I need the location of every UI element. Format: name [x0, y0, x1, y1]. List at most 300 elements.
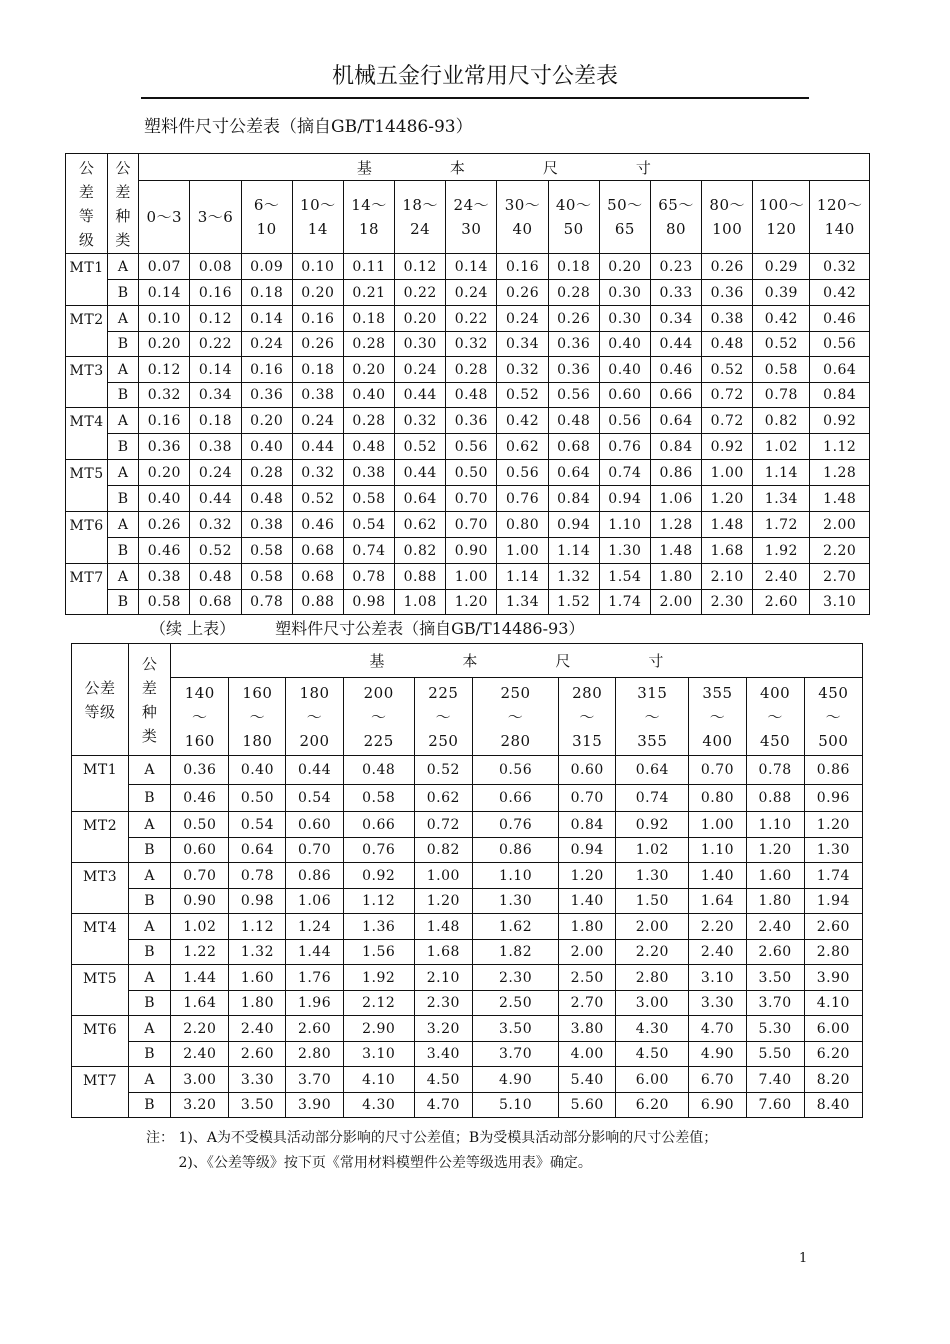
- range-part: 450: [760, 731, 791, 750]
- range-part: 250: [428, 731, 459, 750]
- grade-cell: MT4: [66, 408, 108, 460]
- value-cell: 0.56: [810, 332, 870, 357]
- value-cell: 4.30: [343, 1093, 414, 1118]
- range-part: 100～: [758, 196, 805, 214]
- value-cell: 0.38: [292, 383, 343, 408]
- table-row: [66, 564, 870, 590]
- grade-cell: MT1: [72, 756, 129, 812]
- value-cell: 0.32: [292, 460, 343, 486]
- value-cell: 4.50: [616, 1042, 689, 1067]
- value-cell: 0.30: [395, 332, 446, 357]
- value-cell: 0.44: [292, 434, 343, 460]
- tolerance-table-1: [65, 153, 870, 615]
- value-cell: 4.50: [414, 1067, 472, 1093]
- range-part: 18: [358, 220, 380, 238]
- value-cell: 0.16: [241, 357, 292, 383]
- value-cell: 0.08: [190, 254, 241, 280]
- grade-cell: MT5: [72, 965, 129, 1016]
- value-cell: 0.23: [650, 254, 701, 280]
- range-part: 80: [665, 220, 687, 238]
- range-part: 200: [363, 683, 394, 702]
- value-cell: 0.82: [414, 838, 472, 863]
- value-cell: 0.12: [190, 306, 241, 332]
- value-cell: 0.24: [190, 460, 241, 486]
- value-cell: 0.10: [139, 306, 190, 332]
- value-cell: 0.58: [139, 590, 190, 615]
- value-cell: 0.68: [190, 590, 241, 615]
- value-cell: 0.24: [395, 357, 446, 383]
- value-cell: 0.34: [190, 383, 241, 408]
- range-part: ～: [507, 707, 524, 726]
- range-row: [66, 181, 870, 254]
- range-header: [804, 678, 862, 756]
- value-cell: 2.20: [171, 1016, 229, 1042]
- value-cell: 1.32: [548, 564, 599, 590]
- value-cell: 1.02: [753, 434, 810, 460]
- value-cell: 0.58: [753, 357, 810, 383]
- value-cell: 1.74: [804, 863, 862, 889]
- value-cell: 0.20: [292, 280, 343, 306]
- value-cell: 0.22: [395, 280, 446, 306]
- value-cell: 1.54: [599, 564, 650, 590]
- header-grade: [66, 154, 108, 254]
- value-cell: 1.20: [559, 863, 616, 889]
- value-cell: 0.92: [343, 863, 414, 889]
- value-cell: 0.33: [650, 280, 701, 306]
- value-cell: 1.60: [229, 965, 286, 991]
- range-part: 180: [299, 683, 330, 702]
- header-grade-char: 级: [78, 230, 95, 249]
- value-cell: 2.20: [689, 914, 746, 940]
- value-cell: 0.22: [446, 306, 497, 332]
- range-part: 400: [702, 731, 733, 750]
- value-cell: 2.40: [689, 940, 746, 965]
- value-cell: 0.64: [810, 357, 870, 383]
- value-cell: 0.20: [139, 460, 190, 486]
- range-row: [72, 678, 863, 756]
- value-cell: 0.28: [343, 332, 394, 357]
- range-part: ～: [644, 707, 661, 726]
- value-cell: 1.96: [286, 991, 343, 1016]
- header-type: [129, 644, 171, 756]
- value-cell: 0.94: [559, 838, 616, 863]
- value-cell: 1.14: [497, 564, 548, 590]
- value-cell: 0.18: [343, 306, 394, 332]
- value-cell: 1.32: [229, 940, 286, 965]
- value-cell: 2.70: [810, 564, 870, 590]
- value-cell: 0.26: [702, 254, 753, 280]
- range-header: [616, 678, 689, 756]
- value-cell: 0.26: [497, 280, 548, 306]
- value-cell: 6.00: [616, 1067, 689, 1093]
- range-part: 50: [563, 220, 584, 238]
- value-cell: 0.28: [343, 408, 394, 434]
- range-part: 24～: [453, 196, 490, 214]
- value-cell: 0.14: [446, 254, 497, 280]
- value-cell: 5.60: [559, 1093, 616, 1118]
- value-cell: 0.92: [810, 408, 870, 434]
- value-cell: 6.20: [804, 1042, 862, 1067]
- value-cell: 0.12: [139, 357, 190, 383]
- value-cell: 3.50: [746, 965, 804, 991]
- range-part: 0～3: [146, 208, 183, 226]
- value-cell: 7.60: [746, 1093, 804, 1118]
- value-cell: 7.40: [746, 1067, 804, 1093]
- range-part: ～: [249, 707, 266, 726]
- table-row: [66, 512, 870, 538]
- value-cell: 0.32: [810, 254, 870, 280]
- value-cell: 0.10: [292, 254, 343, 280]
- grade-cell: MT1: [66, 254, 108, 306]
- value-cell: 1.80: [650, 564, 701, 590]
- value-cell: 0.14: [139, 280, 190, 306]
- value-cell: 0.52: [190, 538, 241, 564]
- value-cell: 0.78: [746, 756, 804, 785]
- page-number: 1: [799, 1251, 808, 1266]
- value-cell: 0.39: [753, 280, 810, 306]
- header-grade: [72, 644, 129, 756]
- value-cell: 1.74: [599, 590, 650, 615]
- range-header: [810, 181, 870, 254]
- grade-cell: MT7: [72, 1067, 129, 1118]
- range-header: [446, 181, 497, 254]
- value-cell: 0.30: [599, 280, 650, 306]
- value-cell: 0.86: [472, 838, 558, 863]
- value-cell: 0.72: [414, 812, 472, 838]
- table-row: [72, 965, 863, 991]
- value-cell: 2.20: [810, 538, 870, 564]
- header-type-char: 公: [115, 158, 131, 177]
- value-cell: 0.58: [343, 785, 414, 812]
- value-cell: 1.20: [446, 590, 497, 615]
- range-part: 180: [242, 731, 273, 750]
- range-header: [292, 181, 343, 254]
- value-cell: 1.80: [559, 914, 616, 940]
- value-cell: 1.72: [753, 512, 810, 538]
- type-cell: A: [108, 306, 139, 332]
- range-part: ～: [579, 707, 595, 726]
- value-cell: 1.06: [286, 889, 343, 914]
- value-cell: 2.00: [616, 914, 689, 940]
- value-cell: 0.94: [599, 486, 650, 512]
- range-header: [139, 181, 190, 254]
- value-cell: 0.48: [241, 486, 292, 512]
- value-cell: 1.02: [616, 838, 689, 863]
- value-cell: 1.92: [343, 965, 414, 991]
- value-cell: 0.64: [548, 460, 599, 486]
- value-cell: 3.90: [804, 965, 862, 991]
- table-row: [72, 1093, 863, 1118]
- value-cell: 0.46: [292, 512, 343, 538]
- range-part: 450: [818, 683, 849, 702]
- value-cell: 1.76: [286, 965, 343, 991]
- table-row: [66, 434, 870, 460]
- value-cell: 1.28: [810, 460, 870, 486]
- value-cell: 0.28: [446, 357, 497, 383]
- tolerance-table-2: [71, 643, 863, 1118]
- value-cell: 0.70: [286, 838, 343, 863]
- value-cell: 0.44: [190, 486, 241, 512]
- value-cell: 1.36: [343, 914, 414, 940]
- value-cell: 3.20: [171, 1093, 229, 1118]
- header-type: [108, 154, 139, 254]
- grade-cell: MT3: [72, 863, 129, 914]
- range-part: 200: [299, 731, 330, 750]
- value-cell: 0.88: [395, 564, 446, 590]
- value-cell: 2.30: [414, 991, 472, 1016]
- value-cell: 4.30: [616, 1016, 689, 1042]
- value-cell: 1.10: [599, 512, 650, 538]
- value-cell: 0.36: [139, 434, 190, 460]
- value-cell: 0.40: [241, 434, 292, 460]
- value-cell: 2.60: [746, 940, 804, 965]
- range-header: [241, 181, 292, 254]
- value-cell: 2.40: [746, 914, 804, 940]
- type-cell: B: [108, 538, 139, 564]
- value-cell: 0.90: [446, 538, 497, 564]
- range-header: [599, 181, 650, 254]
- range-part: 280: [572, 683, 603, 702]
- value-cell: 0.70: [559, 785, 616, 812]
- table-row: [66, 306, 870, 332]
- table-row: [66, 254, 870, 280]
- value-cell: 0.34: [497, 332, 548, 357]
- value-cell: 2.40: [753, 564, 810, 590]
- value-cell: 1.56: [343, 940, 414, 965]
- value-cell: 0.70: [446, 512, 497, 538]
- table-row: [66, 486, 870, 512]
- value-cell: 2.10: [414, 965, 472, 991]
- header-grade-char: 公: [78, 158, 95, 177]
- value-cell: 0.80: [689, 785, 746, 812]
- value-cell: 0.50: [229, 785, 286, 812]
- value-cell: 1.24: [286, 914, 343, 940]
- value-cell: 0.60: [559, 756, 616, 785]
- value-cell: 1.48: [702, 512, 753, 538]
- value-cell: 0.58: [241, 564, 292, 590]
- range-part: 280: [500, 731, 531, 750]
- range-part: ～: [306, 707, 323, 726]
- value-cell: 0.20: [395, 306, 446, 332]
- value-cell: 1.06: [650, 486, 701, 512]
- value-cell: 0.46: [650, 357, 701, 383]
- range-header: [343, 678, 414, 756]
- value-cell: 1.14: [548, 538, 599, 564]
- value-cell: 1.08: [395, 590, 446, 615]
- range-part: 80～: [709, 196, 745, 214]
- type-cell: B: [129, 1042, 171, 1067]
- header-type-char: 种: [141, 702, 158, 721]
- range-part: 14: [307, 220, 328, 238]
- note-1: 注： 1)、A为不受模具活动部分影响的尺寸公差值；B为受模具活动部分影响的尺寸公差值；: [146, 1130, 718, 1146]
- range-part: 30: [461, 220, 482, 238]
- value-cell: 0.44: [395, 383, 446, 408]
- range-header: [497, 181, 548, 254]
- type-cell: B: [108, 486, 139, 512]
- range-header: [702, 181, 753, 254]
- value-cell: 0.62: [395, 512, 446, 538]
- range-header: [343, 181, 394, 254]
- value-cell: 0.54: [229, 812, 286, 838]
- range-header: [689, 678, 746, 756]
- value-cell: 0.36: [241, 383, 292, 408]
- value-cell: 0.66: [472, 785, 558, 812]
- value-cell: 3.30: [689, 991, 746, 1016]
- value-cell: 0.84: [548, 486, 599, 512]
- value-cell: 1.12: [229, 914, 286, 940]
- table-row: [72, 991, 863, 1016]
- value-cell: 0.24: [446, 280, 497, 306]
- table-row: [72, 838, 863, 863]
- value-cell: 1.82: [472, 940, 558, 965]
- value-cell: 1.50: [616, 889, 689, 914]
- value-cell: 0.64: [650, 408, 701, 434]
- value-cell: 0.52: [292, 486, 343, 512]
- value-cell: 0.40: [229, 756, 286, 785]
- type-cell: A: [129, 756, 171, 785]
- value-cell: 1.10: [746, 812, 804, 838]
- value-cell: 0.76: [599, 434, 650, 460]
- value-cell: 0.60: [599, 383, 650, 408]
- range-part: 500: [818, 731, 849, 750]
- value-cell: 2.30: [702, 590, 753, 615]
- value-cell: 2.40: [171, 1042, 229, 1067]
- value-cell: 0.86: [804, 756, 862, 785]
- value-cell: 0.09: [241, 254, 292, 280]
- range-part: ～: [709, 707, 726, 726]
- value-cell: 4.70: [414, 1093, 472, 1118]
- range-part: 3～6: [197, 208, 234, 226]
- header-grade-char: 等级: [84, 702, 116, 721]
- value-cell: 2.30: [472, 965, 558, 991]
- type-cell: B: [108, 590, 139, 615]
- range-part: 140: [184, 683, 215, 702]
- value-cell: 0.38: [343, 460, 394, 486]
- document-title: 机械五金行业常用尺寸公差表: [331, 64, 618, 89]
- range-part: 120～: [816, 196, 863, 214]
- value-cell: 1.00: [446, 564, 497, 590]
- value-cell: 1.12: [343, 889, 414, 914]
- notes: [146, 1126, 717, 1176]
- value-cell: 2.50: [472, 991, 558, 1016]
- type-cell: A: [129, 914, 171, 940]
- value-cell: 5.10: [472, 1093, 558, 1118]
- value-cell: 0.18: [292, 357, 343, 383]
- value-cell: 0.70: [446, 486, 497, 512]
- value-cell: 1.00: [702, 460, 753, 486]
- value-cell: 3.80: [559, 1016, 616, 1042]
- value-cell: 2.40: [229, 1016, 286, 1042]
- value-cell: 1.20: [702, 486, 753, 512]
- range-header: [190, 181, 241, 254]
- type-cell: A: [108, 408, 139, 434]
- header-type-char: 种: [115, 206, 131, 225]
- value-cell: 0.24: [292, 408, 343, 434]
- value-cell: 1.44: [286, 940, 343, 965]
- range-part: 225: [363, 731, 394, 750]
- value-cell: 0.88: [292, 590, 343, 615]
- title-underline: [141, 97, 809, 99]
- type-cell: A: [108, 564, 139, 590]
- value-cell: 1.30: [472, 889, 558, 914]
- value-cell: 2.00: [650, 590, 701, 615]
- value-cell: 0.22: [190, 332, 241, 357]
- value-cell: 0.16: [190, 280, 241, 306]
- value-cell: 1.52: [548, 590, 599, 615]
- value-cell: 0.74: [343, 538, 394, 564]
- value-cell: 0.18: [190, 408, 241, 434]
- value-cell: 0.92: [702, 434, 753, 460]
- value-cell: 0.84: [810, 383, 870, 408]
- range-part: 100: [712, 220, 743, 238]
- value-cell: 1.14: [753, 460, 810, 486]
- table-row: [72, 940, 863, 965]
- value-cell: 3.90: [286, 1093, 343, 1118]
- value-cell: 3.10: [689, 965, 746, 991]
- value-cell: 2.60: [286, 1016, 343, 1042]
- value-cell: 1.12: [810, 434, 870, 460]
- value-cell: 0.66: [650, 383, 701, 408]
- value-cell: 0.32: [139, 383, 190, 408]
- header-type-char: 类: [115, 230, 131, 249]
- range-header: [472, 678, 558, 756]
- table-row: [66, 383, 870, 408]
- value-cell: 0.64: [229, 838, 286, 863]
- value-cell: 5.40: [559, 1067, 616, 1093]
- value-cell: 6.20: [616, 1093, 689, 1118]
- header-row: [66, 154, 870, 181]
- value-cell: 2.60: [804, 914, 862, 940]
- table-row: [66, 408, 870, 434]
- value-cell: 3.10: [343, 1042, 414, 1067]
- value-cell: 0.54: [286, 785, 343, 812]
- value-cell: 0.30: [599, 306, 650, 332]
- value-cell: 0.36: [702, 280, 753, 306]
- range-part: 50～: [607, 196, 643, 214]
- value-cell: 0.28: [241, 460, 292, 486]
- value-cell: 1.68: [702, 538, 753, 564]
- value-cell: 0.68: [548, 434, 599, 460]
- value-cell: 0.20: [343, 357, 394, 383]
- table-row: [72, 1016, 863, 1042]
- value-cell: 2.20: [616, 940, 689, 965]
- value-cell: 0.56: [472, 756, 558, 785]
- value-cell: 1.64: [689, 889, 746, 914]
- grade-cell: MT6: [72, 1016, 129, 1067]
- value-cell: 3.70: [746, 991, 804, 1016]
- value-cell: 0.32: [497, 357, 548, 383]
- range-header: [559, 678, 616, 756]
- value-cell: 0.92: [616, 812, 689, 838]
- range-part: ～: [435, 707, 452, 726]
- table-row: [72, 1067, 863, 1093]
- value-cell: 0.48: [190, 564, 241, 590]
- header-grade-char: 等: [78, 206, 95, 225]
- range-part: 18～: [402, 196, 438, 214]
- value-cell: 0.48: [702, 332, 753, 357]
- value-cell: 0.52: [702, 357, 753, 383]
- value-cell: 0.90: [171, 889, 229, 914]
- range-header: [650, 181, 701, 254]
- value-cell: 0.38: [241, 512, 292, 538]
- type-cell: A: [129, 1016, 171, 1042]
- value-cell: 1.10: [689, 838, 746, 863]
- value-cell: 0.48: [446, 383, 497, 408]
- table-row: [72, 812, 863, 838]
- table-row: [72, 863, 863, 889]
- value-cell: 0.48: [343, 434, 394, 460]
- value-cell: 1.00: [414, 863, 472, 889]
